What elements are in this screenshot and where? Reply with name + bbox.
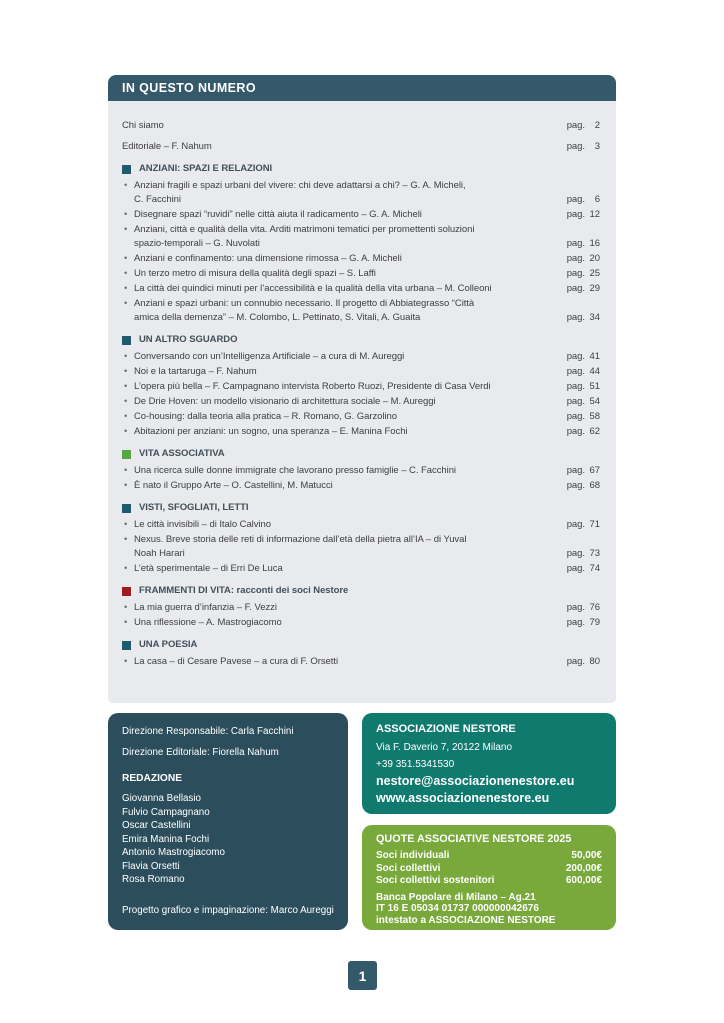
- page-ref-number: 25: [589, 268, 600, 279]
- toc-entry: [122, 533, 600, 561]
- bullet-icon: •: [124, 480, 128, 491]
- toc-entry-line: Anziani fragili e spazi urbani del vivere: chi deve adattarsi a chi? – G. A. Micheli,: [134, 180, 466, 191]
- page-ref-number: 29: [589, 283, 600, 294]
- toc-card: [108, 75, 616, 703]
- bullet-icon: •: [124, 656, 128, 667]
- page-ref: [567, 601, 600, 615]
- bullet-icon: •: [124, 351, 128, 362]
- toc-entry: [122, 464, 600, 478]
- toc-entry: [122, 297, 600, 325]
- page-ref-label: pag.: [566, 120, 585, 131]
- page-ref-label: pag.: [566, 268, 585, 279]
- page-ref-label: pag.: [566, 366, 585, 377]
- page-ref-label: pag.: [566, 194, 585, 205]
- fee-label: Soci collettivi sostenitori: [376, 875, 495, 886]
- toc-entry: [122, 179, 600, 207]
- page-ref-number: 34: [589, 312, 600, 323]
- footer-row: [108, 713, 616, 930]
- bullet-icon: •: [124, 519, 128, 530]
- bullet-icon: •: [124, 224, 128, 235]
- toc-entry-title: [134, 395, 561, 409]
- page-ref-label: pag.: [566, 238, 585, 249]
- toc-entry-line: Noah Harari: [134, 548, 185, 559]
- page-ref-label: pag.: [566, 209, 585, 220]
- fee-row: [376, 850, 602, 863]
- fee-value: 50,00€: [571, 850, 602, 861]
- section-header: [122, 501, 600, 515]
- association-website-link[interactable]: www.associazionenestore.eu: [376, 791, 550, 805]
- toc-entry-title: Chi siamo: [122, 120, 164, 131]
- page-ref-number: 44: [589, 366, 600, 377]
- toc-entry: [122, 518, 600, 532]
- page-ref-number: 71: [589, 519, 600, 530]
- page-ref-number: 76: [589, 602, 600, 613]
- page-ref: [567, 479, 600, 493]
- toc-entry: [122, 425, 600, 439]
- fee-row: [376, 875, 602, 888]
- toc-entry-title: [134, 616, 561, 630]
- page-ref-label: pag.: [566, 465, 585, 476]
- page-ref: [567, 464, 600, 478]
- bullet-icon: •: [124, 253, 128, 264]
- toc-entry-line: Le città invisibili – di Italo Calvino: [134, 519, 271, 530]
- page-ref: [567, 140, 600, 154]
- bullet-icon: •: [124, 563, 128, 574]
- page-ref-number: 68: [589, 480, 600, 491]
- toc-entry-line: Abitazioni per anziani: un sogno, una speranza – E. Manina Fochi: [134, 426, 408, 437]
- section-header: [122, 333, 600, 347]
- section-label: VISTI, SFOGLIATI, LETTI: [139, 502, 249, 513]
- bullet-icon: •: [124, 617, 128, 628]
- section-header: [122, 162, 600, 176]
- page-ref-label: pag.: [566, 519, 585, 530]
- redazione-name: Giovanna Bellasio: [122, 793, 201, 804]
- toc-entry: [122, 410, 600, 424]
- toc-entry-title: [134, 208, 561, 222]
- toc-entry: [122, 119, 600, 133]
- toc-entry-title: [134, 655, 561, 669]
- bullet-icon: •: [124, 283, 128, 294]
- page-ref: [567, 380, 600, 394]
- bullet-icon: •: [124, 209, 128, 220]
- toc-entry-line: C. Facchini: [134, 194, 181, 205]
- section-header: [122, 638, 600, 652]
- page-ref-number: 80: [589, 656, 600, 667]
- fee-label: Soci individuali: [376, 850, 450, 861]
- toc-entry-line: amica della demenza” – M. Colombo, L. Pettinato, S. Vitali, A. Guaita: [134, 312, 421, 323]
- toc-entry: [122, 616, 600, 630]
- toc-entry: [122, 655, 600, 669]
- toc-entry-title: [134, 425, 561, 439]
- association-email-link[interactable]: nestore@associazionenestore.eu: [376, 774, 575, 788]
- footer-right-column: [362, 713, 616, 930]
- toc-entry-title: Editoriale – F. Nahum: [122, 141, 212, 152]
- association-address: Via F. Daverio 7, 20122 Milano: [376, 742, 513, 753]
- page-ref-number: 6: [594, 194, 600, 205]
- toc-entry-title: [134, 518, 561, 532]
- toc-entry-line: Una ricerca sulle donne immigrate che lavorano presso famiglie – C. Facchini: [134, 465, 456, 476]
- fee-label: Soci collettivi: [376, 862, 441, 874]
- toc-title: IN QUESTO NUMERO: [122, 81, 256, 95]
- bank-line: Banca Popolare di Milano – Ag.21: [376, 891, 536, 903]
- toc-entry-line: Co-housing: dalla teoria alla pratica – R. Romano, G. Garzolino: [134, 411, 397, 422]
- direzione-responsabile: Direzione Responsabile: Carla Facchini: [122, 726, 294, 737]
- page-ref: [567, 365, 600, 379]
- toc-entry-title: [134, 252, 561, 266]
- page-ref: [567, 311, 600, 325]
- toc-entry-line: L’opera più bella – F. Campagnano intervista Roberto Ruozi, Presidente di Casa Verdi: [134, 381, 491, 392]
- toc-entry-line: La mia guerra d’infanzia – F. Vezzi: [134, 602, 277, 613]
- page-ref: [567, 237, 600, 251]
- toc-entry: [122, 208, 600, 222]
- toc-entry: [122, 562, 600, 576]
- page-ref-number: 67: [589, 465, 600, 476]
- bullet-icon: •: [124, 180, 128, 191]
- redazione-name: Rosa Romano: [122, 874, 185, 885]
- toc-entry-title: [134, 479, 561, 493]
- page-ref-number: 12: [589, 209, 600, 220]
- section-bullet-icon: [122, 641, 131, 650]
- toc-entry-line: De Drie Hoven: un modello visionario di architettura sociale – M. Aureggi: [134, 396, 436, 407]
- section-label: UN ALTRO SGUARDO: [139, 334, 238, 345]
- page-ref-label: pag.: [566, 548, 585, 559]
- section-bullet-icon: [122, 504, 131, 513]
- page-ref: [567, 562, 600, 576]
- page-ref-number: 62: [589, 426, 600, 437]
- fee-list: [376, 850, 602, 888]
- page-ref-number: 51: [589, 381, 600, 392]
- page-ref-number: 54: [589, 396, 600, 407]
- bullet-icon: •: [124, 411, 128, 422]
- page-ref-label: pag.: [566, 253, 585, 264]
- toc-entry: [122, 601, 600, 615]
- direzione-editoriale: Direzione Editoriale: Fiorella Nahum: [122, 747, 279, 758]
- toc-entry-title: [134, 267, 561, 281]
- toc-entry: [122, 140, 600, 154]
- toc-entry: [122, 252, 600, 266]
- redazione-name: Antonio Mastrogiacomo: [122, 847, 225, 858]
- bullet-icon: •: [124, 366, 128, 377]
- redazione-name: Oscar Castellini: [122, 820, 191, 831]
- toc-entry: [122, 479, 600, 493]
- toc-entry-title: [134, 223, 561, 251]
- page-ref-label: pag.: [566, 617, 585, 628]
- masthead-box: [108, 713, 348, 930]
- toc-entry-title: [134, 410, 561, 424]
- toc-entry: [122, 267, 600, 281]
- bullet-icon: •: [124, 602, 128, 613]
- page-ref-label: pag.: [566, 396, 585, 407]
- page-ref: [567, 425, 600, 439]
- bullet-icon: •: [124, 268, 128, 279]
- toc-entry-line: La città dei quindici minuti per l’accessibilità e la qualità della vita urbana – M. Colleoni: [134, 283, 492, 294]
- toc-entry-line: Un terzo metro di misura della qualità degli spazi – S. Laffi: [134, 268, 376, 279]
- toc-entry-line: Conversando con un’Intelligenza Artificiale – a cura di M. Aureggi: [134, 351, 405, 362]
- section-bullet-icon: [122, 450, 131, 459]
- page-ref: [567, 350, 600, 364]
- toc-entry-line: È nato il Gruppo Arte – O. Castellini, M. Matucci: [134, 480, 333, 491]
- page-ref-label: pag.: [566, 283, 585, 294]
- redazione-names: [122, 792, 334, 887]
- page-ref-number: 74: [589, 563, 600, 574]
- page-ref-label: pag.: [566, 312, 585, 323]
- toc-entry: [122, 395, 600, 409]
- toc-entry-title: [134, 365, 561, 379]
- section-bullet-icon: [122, 587, 131, 596]
- page-ref-label: pag.: [566, 351, 585, 362]
- bank-line: IT 16 E 05034 01737 000000042676: [376, 903, 539, 914]
- toc-entry-title: [134, 297, 561, 325]
- bullet-icon: •: [124, 465, 128, 476]
- bullet-icon: •: [124, 426, 128, 437]
- progetto-grafico: Progetto grafico e impaginazione: Marco Aureggi: [122, 905, 334, 916]
- page-ref: [567, 616, 600, 630]
- page-ref-label: pag.: [566, 426, 585, 437]
- redazione-name: Emira Manina Fochi: [122, 833, 210, 845]
- page-ref: [567, 252, 600, 266]
- toc-list: [108, 101, 616, 703]
- toc-entry-line: spazio-temporali – G. Nuvolati: [134, 238, 260, 249]
- page-ref-number: 20: [589, 253, 600, 264]
- section-label: VITA ASSOCIATIVA: [139, 448, 225, 459]
- page-ref: [567, 395, 600, 409]
- page-ref-label: pag.: [566, 411, 585, 422]
- page-ref-label: pag.: [566, 480, 585, 491]
- toc-entry-title: [134, 601, 561, 615]
- section-label: FRAMMENTI DI VITA: racconti dei soci Nestore: [139, 585, 349, 596]
- bullet-icon: •: [124, 534, 128, 545]
- fee-row: [376, 863, 602, 876]
- toc-entry-line: Anziani e spazi urbani: un connubio necessario. Il progetto di Abbiategrasso “Città: [134, 298, 475, 309]
- association-phone: +39 351.5341530: [376, 759, 455, 770]
- page-ref-number: 16: [589, 238, 600, 249]
- toc-entry-line: Nexus. Breve storia delle reti di informazione dall’età della pietra all’IA – di Yuval: [134, 534, 467, 545]
- toc-entry-line: Anziani e confinamento: una dimensione rimossa – G. A. Micheli: [134, 253, 402, 264]
- page-ref: [567, 518, 600, 532]
- toc-entry-line: La casa – di Cesare Pavese – a cura di F. Orsetti: [134, 656, 339, 667]
- fee-value: 200,00€: [565, 862, 602, 874]
- page-ref-label: pag.: [566, 563, 585, 574]
- page-ref: [567, 547, 600, 561]
- page-ref-number: 58: [589, 411, 600, 422]
- page-ref-label: pag.: [566, 602, 585, 613]
- page-ref: [567, 267, 600, 281]
- section-header: [122, 447, 600, 461]
- page-ref: [567, 119, 600, 133]
- page-ref-number: 79: [589, 617, 600, 628]
- page-ref: [567, 282, 600, 296]
- toc-entry-title: [134, 179, 561, 207]
- section-header: [122, 584, 600, 598]
- quote-title: QUOTE ASSOCIATIVE NESTORE 2025: [376, 833, 572, 845]
- toc-entry: [122, 350, 600, 364]
- page-ref-number: 2: [594, 120, 600, 131]
- toc-entry: [122, 365, 600, 379]
- bank-line: intestato a ASSOCIAZIONE NESTORE: [376, 914, 556, 926]
- toc-entry: [122, 282, 600, 296]
- association-name: ASSOCIAZIONE NESTORE: [376, 723, 516, 735]
- toc-entry: [122, 380, 600, 394]
- page-ref: [567, 208, 600, 222]
- section-label: ANZIANI: SPAZI E RELAZIONI: [139, 163, 273, 174]
- toc-entry-title: [134, 350, 561, 364]
- section-bullet-icon: [122, 336, 131, 345]
- toc-entry-line: Anziani, città e qualità della vita. Arditi matrimoni tematici per promettenti soluzioni: [134, 224, 475, 235]
- toc-entry: [122, 223, 600, 251]
- page-ref-label: pag.: [566, 656, 585, 667]
- contact-box: [362, 713, 616, 814]
- toc-entry-title: [134, 562, 561, 576]
- section-bullet-icon: [122, 165, 131, 174]
- page-ref: [567, 410, 600, 424]
- bullet-icon: •: [124, 298, 128, 309]
- toc-entry-title: [134, 282, 561, 296]
- toc-entry-line: L’età sperimentale – di Erri De Luca: [134, 563, 283, 574]
- redazione-label: REDAZIONE: [122, 773, 182, 784]
- page-ref-number: 3: [594, 141, 600, 152]
- toc-entry-title: [134, 464, 561, 478]
- toc-entry-line: Una riflessione – A. Mastrogiacomo: [134, 617, 282, 628]
- fee-value: 600,00€: [565, 875, 602, 886]
- page-ref-label: pag.: [566, 381, 585, 392]
- page-ref: [567, 655, 600, 669]
- bullet-icon: •: [124, 396, 128, 407]
- section-label: UNA POESIA: [139, 639, 198, 650]
- redazione-name: Flavia Orsetti: [122, 860, 180, 872]
- redazione-name: Fulvio Campagnano: [122, 806, 210, 818]
- toc-header-bar: [108, 75, 616, 101]
- page-ref: [567, 193, 600, 207]
- page-number-value: 1: [358, 967, 367, 984]
- toc-entry-title: [134, 380, 561, 394]
- toc-entry-line: Noi e la tartaruga – F. Nahum: [134, 366, 257, 377]
- bullet-icon: •: [124, 381, 128, 392]
- page-ref-number: 73: [589, 548, 600, 559]
- bank-details: [376, 892, 602, 927]
- page-number-badge: [348, 961, 377, 990]
- toc-entry-title: [134, 533, 561, 561]
- page-ref-number: 41: [589, 351, 600, 362]
- toc-entry-line: Disegnare spazi “ruvidi” nelle città aiuta il radicamento – G. A. Micheli: [134, 209, 422, 220]
- page-ref-label: pag.: [566, 141, 585, 152]
- quote-box: [362, 825, 616, 930]
